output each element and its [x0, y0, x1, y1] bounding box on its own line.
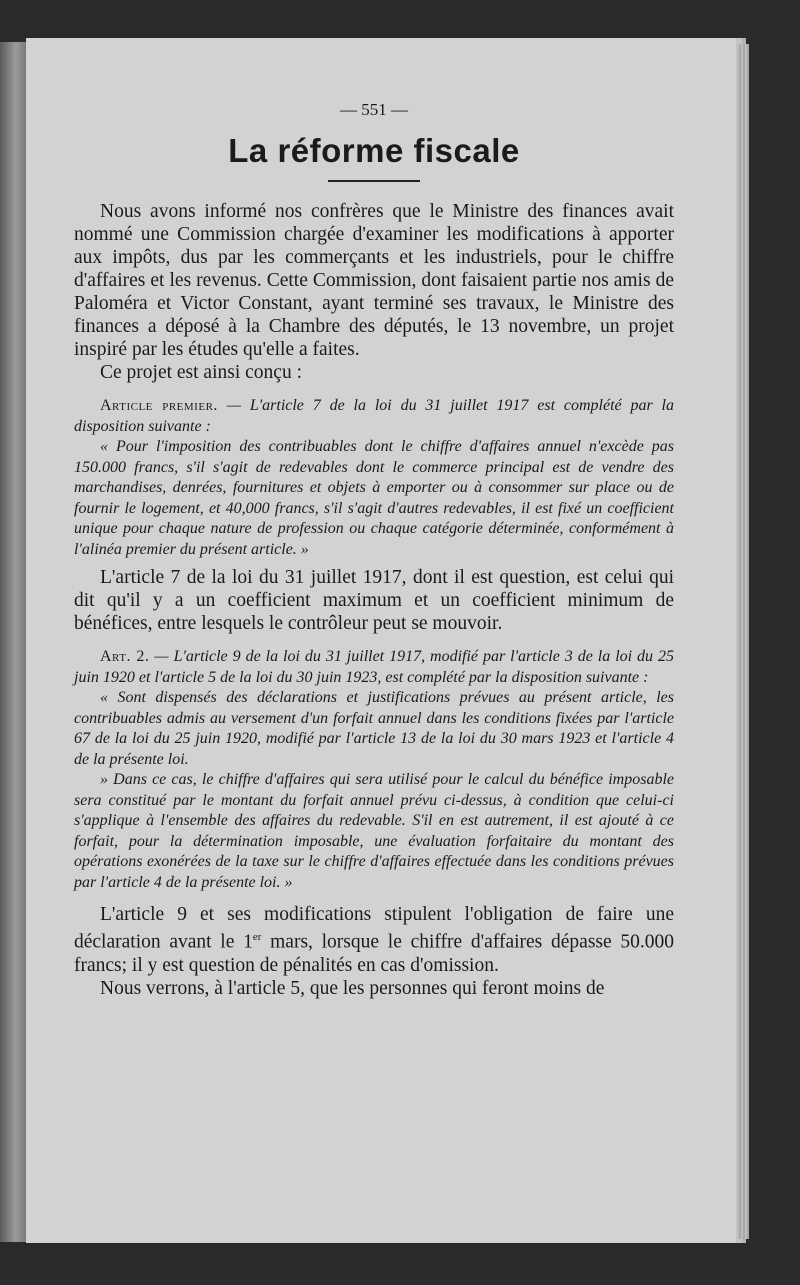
- page-content: [74, 100, 674, 1000]
- adjacent-page-edge: [0, 42, 26, 1242]
- article-2-text-1: « Sont dispensés des déclarations et justifications prévues au présent article, les contribuables admis au versement d'un forfait annuel dans les conditions fixées par l'article 67 de la loi du 25 juin 1920, modifié par l'article 13 de la loi du 30 mars 1923 et l'article 4 de la présente loi.: [74, 689, 674, 768]
- page-number: — 551 —: [340, 100, 408, 119]
- page-stack-edge: [737, 44, 749, 1239]
- commentary-2-part-a: L'article 9 et ses modifications stipulent l'obligation de faire une déclaration avant le 1: [74, 904, 674, 953]
- title-rule: [328, 180, 420, 182]
- page-title: La réforme fiscale: [228, 132, 520, 169]
- document-page: [26, 38, 736, 1243]
- intro-paragraph: Nous avons informé nos confrères que le Ministre des finances avait nommé une Commission chargée d'examiner les modifications à apporter aux impôts, dus par les commerçants et les industriels, pour le chiffre d'affaires et les revenus. Cette Commission, dont faisaient partie nos amis de Paloméra et Victor Constant, ayant terminé ses travaux, le Ministre des finances a déposé à la Chambre des députés, le 13 novembre, un projet inspiré par les études qu'elle a faites.: [74, 201, 674, 360]
- commentary-paragraph-1: L'article 7 de la loi du 31 juillet 1917, dont il est question, est celui qui dit qu'il y a un coefficient maximum et un coefficient minimum de bénéfices, entre lesquels le contrôleur peut se mouvoir.: [74, 567, 674, 634]
- article-1-heading: [74, 396, 674, 437]
- intro-paragraph-2: Ce projet est ainsi conçu :: [100, 362, 302, 383]
- commentary-2-part-b: mars, lorsque le chiffre d'affaires dépasse 50.000 francs; il y est question de pénalités en cas d'omission.: [74, 931, 674, 976]
- article-1-heading-text: — L'article 7 de la loi du 31 juillet 1917 est complété par la disposition suivante :: [74, 397, 674, 435]
- commentary-paragraph-3: Nous verrons, à l'article 5, que les personnes qui feront moins de: [100, 977, 605, 999]
- article-2-heading: [74, 647, 674, 688]
- commentary-paragraph-2: [74, 903, 674, 977]
- article-2-text-2: » Dans ce cas, le chiffre d'affaires qui sera utilisé pour le calcul du bénéfice imposable sera constitué par le montant du forfait annuel prévu ci-dessus, à condition que celui-ci s'applique à l'ensemble des affaires du redevable. S'il en est autrement, il est ajouté à ce forfait, pour la détermination imposable, une évaluation forfaitaire du montant des opérations exonérées de la taxe sur le chiffre d'affaires effectuée dans les conditions prévues par l'article 4 de la présente loi. »: [74, 771, 674, 891]
- article-2-label: Art. 2.: [100, 648, 150, 665]
- article-1-text: « Pour l'imposition des contribuables dont le chiffre d'affaires annuel n'excède pas 150.000 francs, s'il s'agit de redevables dont le commerce principal est de vendre des marchandises, denrées, fournitures et objets à emporter ou à consommer sur place ou de fournir le logement, et 40,000 francs, s'il s'agit d'autres redevables, il est fixé un coefficient unique pour chaque nature de profession ou chaque catégorie déterminée, conformément à l'alinéa premier du présent article. »: [74, 438, 674, 558]
- commentary-2-superscript: er: [252, 931, 262, 943]
- article-2-heading-text: — L'article 9 de la loi du 31 juillet 1917, modifié par l'article 3 de la loi du 25 juin 1920 et l'article 5 de la loi du 30 juin 1923, est complété par la disposition suivante :: [74, 648, 675, 686]
- article-1-label: Article premier.: [100, 397, 218, 414]
